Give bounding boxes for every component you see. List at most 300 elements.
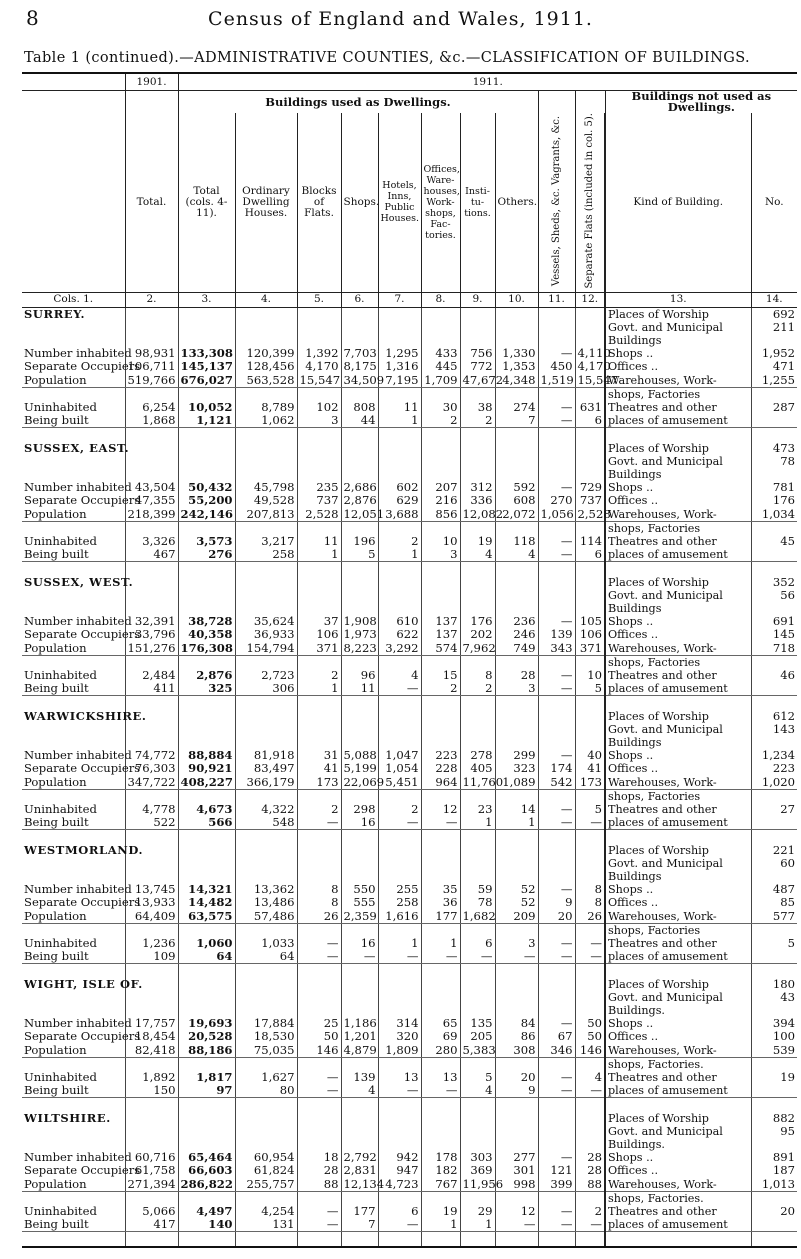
building-kind: Buildings bbox=[605, 870, 751, 883]
building-kind: Offices .. bbox=[605, 896, 751, 909]
empty-cell bbox=[495, 307, 538, 321]
value-cell: — bbox=[495, 950, 538, 964]
value-cell: 2 bbox=[421, 682, 460, 696]
empty-cell bbox=[341, 1232, 378, 1247]
empty-cell bbox=[421, 655, 460, 669]
table-body bbox=[22, 307, 797, 1247]
empty-cell bbox=[460, 978, 495, 991]
table-row bbox=[22, 321, 797, 334]
value-cell: 11 bbox=[341, 682, 378, 696]
value-cell: 10 bbox=[575, 669, 605, 682]
value-cell: 274 bbox=[495, 401, 538, 414]
row-label: Separate Occupiers bbox=[24, 493, 141, 508]
value-cell: 405 bbox=[460, 762, 495, 775]
empty-cell bbox=[378, 655, 421, 669]
no-head: No. bbox=[751, 113, 797, 292]
empty-cell bbox=[22, 387, 125, 401]
empty-cell bbox=[178, 521, 235, 535]
value-cell: — bbox=[538, 615, 575, 628]
empty-cell bbox=[22, 321, 125, 334]
row-label: Separate Occupiers bbox=[24, 895, 141, 910]
value-cell: 90,921 bbox=[178, 762, 235, 775]
value-cell: 1 bbox=[378, 414, 421, 428]
value-cell: 336 bbox=[460, 494, 495, 507]
empty-cell bbox=[495, 655, 538, 669]
empty-cell bbox=[341, 789, 378, 803]
value-cell: 16 bbox=[341, 937, 378, 950]
value-cell: 139 bbox=[341, 1071, 378, 1084]
value-cell: 1 bbox=[421, 1218, 460, 1232]
row-label: Separate Occupiers bbox=[24, 359, 141, 374]
value-cell: 13,933 bbox=[125, 896, 178, 909]
value-cell: 30 bbox=[421, 401, 460, 414]
value-cell: 15 bbox=[421, 669, 460, 682]
empty-cell bbox=[538, 1112, 575, 1125]
value-cell: — bbox=[538, 347, 575, 360]
empty-cell bbox=[538, 991, 575, 1004]
value-cell: 433 bbox=[421, 347, 460, 360]
value-cell: 235 bbox=[297, 481, 341, 494]
empty-cell bbox=[421, 521, 460, 535]
value-cell: — bbox=[538, 669, 575, 682]
county-name: SURREY. bbox=[24, 306, 86, 321]
value-cell: 343 bbox=[538, 642, 575, 656]
value-cell: 7 bbox=[495, 414, 538, 428]
empty-cell bbox=[495, 923, 538, 937]
value-cell: 1,892 bbox=[125, 1071, 178, 1084]
empty-cell bbox=[22, 1125, 125, 1138]
table-row bbox=[22, 360, 797, 373]
empty-cell bbox=[22, 964, 125, 978]
building-kind: places of amusement bbox=[605, 1218, 751, 1232]
empty-cell bbox=[378, 387, 421, 401]
value-cell: 40,358 bbox=[178, 628, 235, 641]
building-kind: Theatres and other bbox=[605, 401, 751, 414]
value-cell: — bbox=[297, 1205, 341, 1218]
empty-cell bbox=[125, 455, 178, 468]
value-cell: 450 bbox=[538, 360, 575, 373]
empty-cell bbox=[575, 723, 605, 736]
empty-cell bbox=[495, 562, 538, 576]
value-cell: 20 bbox=[538, 910, 575, 924]
building-kind: Buildings. bbox=[605, 1004, 751, 1017]
value-cell: 151,276 bbox=[125, 642, 178, 656]
value-cell: 299 bbox=[495, 749, 538, 762]
value-cell: 61,758 bbox=[125, 1164, 178, 1177]
empty-cell bbox=[125, 923, 178, 937]
empty-cell bbox=[22, 562, 125, 576]
empty-cell bbox=[575, 844, 605, 857]
value-cell: 574 bbox=[421, 642, 460, 656]
empty-cell bbox=[421, 789, 460, 803]
empty-cell bbox=[495, 521, 538, 535]
empty-cell bbox=[235, 589, 297, 602]
empty-cell bbox=[575, 710, 605, 723]
empty-cell bbox=[421, 387, 460, 401]
value-cell: 88 bbox=[297, 1178, 341, 1192]
building-count: 221 bbox=[751, 844, 797, 857]
building-kind: Offices .. bbox=[605, 494, 751, 507]
empty-cell bbox=[378, 589, 421, 602]
empty-cell bbox=[421, 442, 460, 455]
value-cell: 1,392 bbox=[297, 347, 341, 360]
value-cell: 4 bbox=[460, 548, 495, 562]
empty-cell bbox=[575, 321, 605, 334]
empty-cell bbox=[297, 1232, 341, 1247]
empty-cell bbox=[178, 978, 235, 991]
value-cell: 1,060 bbox=[178, 937, 235, 950]
empty-cell bbox=[460, 455, 495, 468]
table-row bbox=[22, 950, 797, 964]
colnum-11: 11. bbox=[538, 292, 575, 307]
value-cell: 102 bbox=[297, 401, 341, 414]
table-row bbox=[22, 964, 797, 978]
value-cell: 1 bbox=[378, 548, 421, 562]
value-cell: 1,047 bbox=[378, 749, 421, 762]
empty-cell bbox=[178, 442, 235, 455]
empty-cell bbox=[378, 1057, 421, 1071]
value-cell: 4,110 bbox=[575, 347, 605, 360]
empty-cell bbox=[495, 455, 538, 468]
value-cell: 519,766 bbox=[125, 374, 178, 388]
value-cell: 555 bbox=[341, 896, 378, 909]
value-cell: 196 bbox=[341, 535, 378, 548]
separate-flats-head: Separate Flats (included in col. 5). bbox=[583, 113, 595, 289]
empty-cell bbox=[495, 1232, 538, 1247]
empty-cell bbox=[421, 1112, 460, 1125]
empty-cell bbox=[378, 455, 421, 468]
colnum-13: 13. bbox=[605, 292, 751, 307]
building-count: 60 bbox=[751, 857, 797, 870]
value-cell: 47,672 bbox=[460, 374, 495, 388]
value-cell: 12,051 bbox=[341, 508, 378, 522]
value-cell: — bbox=[378, 816, 421, 830]
building-kind: Shops .. bbox=[605, 347, 751, 360]
county-name: WESTMORLAND. bbox=[24, 842, 144, 857]
value-cell: 18,454 bbox=[125, 1030, 178, 1043]
value-cell: — bbox=[538, 749, 575, 762]
building-kind: Govt. and Municipal bbox=[605, 589, 751, 602]
empty-cell bbox=[297, 576, 341, 589]
value-cell: 2,359 bbox=[341, 910, 378, 924]
row-label: Being built bbox=[22, 682, 125, 696]
empty-cell bbox=[378, 307, 421, 321]
value-cell: 97 bbox=[178, 1084, 235, 1098]
empty-cell bbox=[575, 923, 605, 937]
value-cell: 1,627 bbox=[235, 1071, 297, 1084]
empty-cell bbox=[538, 455, 575, 468]
value-cell: 18 bbox=[297, 1151, 341, 1164]
empty-cell bbox=[125, 387, 178, 401]
building-kind: Theatres and other bbox=[605, 803, 751, 816]
value-cell: 1,186 bbox=[341, 1017, 378, 1030]
value-cell: 4 bbox=[495, 548, 538, 562]
empty-cell bbox=[460, 830, 495, 844]
empty-cell bbox=[22, 696, 125, 710]
building-kind: Buildings bbox=[605, 602, 751, 615]
value-cell: 105 bbox=[575, 615, 605, 628]
value-cell: 207 bbox=[421, 481, 460, 494]
value-cell: 20 bbox=[495, 1071, 538, 1084]
value-cell: 114 bbox=[575, 535, 605, 548]
value-cell: — bbox=[297, 1218, 341, 1232]
building-kind: shops, Factories. bbox=[605, 1191, 751, 1205]
value-cell: 729 bbox=[575, 481, 605, 494]
value-cell: 1,908 bbox=[341, 615, 378, 628]
empty-cell bbox=[378, 710, 421, 723]
empty-cell bbox=[125, 442, 178, 455]
value-cell: 366,179 bbox=[235, 776, 297, 790]
building-count bbox=[751, 655, 797, 669]
empty-cell bbox=[495, 387, 538, 401]
value-cell: 19,693 bbox=[178, 1017, 235, 1030]
empty-cell bbox=[421, 696, 460, 710]
row-label: Separate Occupiers bbox=[24, 627, 141, 642]
value-cell: 411 bbox=[125, 682, 178, 696]
value-cell: 371 bbox=[297, 642, 341, 656]
value-cell: 40 bbox=[575, 749, 605, 762]
row-label: Uninhabited bbox=[24, 936, 97, 951]
value-cell: 1 bbox=[495, 816, 538, 830]
empty-cell bbox=[751, 562, 797, 576]
table-row bbox=[22, 710, 797, 723]
value-cell: 271,394 bbox=[125, 1178, 178, 1192]
empty-cell bbox=[178, 387, 235, 401]
kind-head: Kind of Building. bbox=[605, 113, 751, 292]
value-cell: 756 bbox=[460, 347, 495, 360]
building-count: 1,034 bbox=[751, 508, 797, 522]
row-label: Being built bbox=[22, 548, 125, 562]
empty-cell bbox=[421, 1232, 460, 1247]
building-count: 891 bbox=[751, 1151, 797, 1164]
building-count: 612 bbox=[751, 710, 797, 723]
value-cell: 13,745 bbox=[125, 883, 178, 896]
building-kind: Theatres and other bbox=[605, 1205, 751, 1218]
value-cell: — bbox=[538, 883, 575, 896]
value-cell: 28 bbox=[495, 669, 538, 682]
empty-cell bbox=[460, 923, 495, 937]
value-cell: 13 bbox=[378, 1071, 421, 1084]
value-cell: 14,321 bbox=[178, 883, 235, 896]
building-kind: Buildings bbox=[605, 334, 751, 347]
table-row bbox=[22, 1057, 797, 1071]
empty-cell bbox=[235, 991, 297, 1004]
empty-cell bbox=[235, 576, 297, 589]
value-cell: 4 bbox=[460, 1084, 495, 1098]
value-cell: 67 bbox=[538, 1030, 575, 1043]
value-cell: 83,497 bbox=[235, 762, 297, 775]
value-cell: 7 bbox=[341, 1218, 378, 1232]
table-row bbox=[22, 696, 797, 710]
value-cell: — bbox=[538, 1084, 575, 1098]
building-count: 100 bbox=[751, 1030, 797, 1043]
value-cell: 622 bbox=[378, 628, 421, 641]
empty-cell bbox=[341, 710, 378, 723]
row-label: Number inhabited bbox=[24, 1150, 132, 1165]
value-cell: 10 bbox=[421, 535, 460, 548]
table-row bbox=[22, 414, 797, 428]
value-cell: 137 bbox=[421, 628, 460, 641]
value-cell: 2 bbox=[297, 669, 341, 682]
value-cell: — bbox=[538, 1151, 575, 1164]
empty-cell bbox=[235, 923, 297, 937]
value-cell: 242,146 bbox=[178, 508, 235, 522]
value-cell: — bbox=[538, 401, 575, 414]
empty-cell bbox=[538, 1232, 575, 1247]
building-kind: Offices .. bbox=[605, 762, 751, 775]
building-kind: Govt. and Municipal bbox=[605, 321, 751, 334]
value-cell: 19 bbox=[460, 535, 495, 548]
building-count: 1,013 bbox=[751, 1178, 797, 1192]
building-kind: Warehouses, Work- bbox=[605, 910, 751, 924]
building-kind: Offices .. bbox=[605, 360, 751, 373]
table-row bbox=[22, 455, 797, 468]
empty-cell bbox=[235, 1191, 297, 1205]
value-cell: 145,137 bbox=[178, 360, 235, 373]
building-kind: Buildings. bbox=[605, 1138, 751, 1151]
empty-cell bbox=[178, 428, 235, 442]
value-cell: 11 bbox=[378, 401, 421, 414]
value-cell: 118 bbox=[495, 535, 538, 548]
table-row bbox=[22, 1125, 797, 1138]
empty-cell bbox=[575, 1232, 605, 1247]
value-cell: 28 bbox=[575, 1164, 605, 1177]
empty-cell bbox=[178, 576, 235, 589]
table-row bbox=[22, 1178, 797, 1192]
value-cell: 78 bbox=[460, 896, 495, 909]
empty-cell bbox=[341, 964, 378, 978]
building-count: 20 bbox=[751, 1205, 797, 1218]
value-cell: 8 bbox=[297, 883, 341, 896]
value-cell: — bbox=[575, 950, 605, 964]
table-row bbox=[22, 1218, 797, 1232]
empty-cell bbox=[421, 562, 460, 576]
value-cell: 255,757 bbox=[235, 1178, 297, 1192]
building-kind: Places of Worship bbox=[605, 307, 751, 321]
value-cell: 44 bbox=[341, 414, 378, 428]
empty-cell bbox=[22, 723, 125, 736]
building-count: 45 bbox=[751, 535, 797, 548]
value-cell: 1,201 bbox=[341, 1030, 378, 1043]
value-cell: 7,703 bbox=[341, 347, 378, 360]
value-cell: 35,624 bbox=[235, 615, 297, 628]
building-count bbox=[751, 1218, 797, 1232]
empty-cell bbox=[297, 321, 341, 334]
empty-cell bbox=[178, 844, 235, 857]
value-cell: — bbox=[421, 1084, 460, 1098]
empty-cell bbox=[378, 923, 421, 937]
value-cell: 346 bbox=[538, 1044, 575, 1058]
row-label: Population bbox=[22, 776, 125, 790]
empty-cell bbox=[341, 576, 378, 589]
building-kind: Theatres and other bbox=[605, 937, 751, 950]
empty-cell bbox=[575, 387, 605, 401]
value-cell: 1,316 bbox=[378, 360, 421, 373]
empty-cell bbox=[125, 655, 178, 669]
empty-cell bbox=[341, 562, 378, 576]
building-kind: Places of Worship bbox=[605, 844, 751, 857]
table-row bbox=[22, 1030, 797, 1043]
value-cell: 856 bbox=[421, 508, 460, 522]
total-head: Total. bbox=[125, 113, 178, 292]
value-cell: 150 bbox=[125, 1084, 178, 1098]
table-row bbox=[22, 401, 797, 414]
empty-cell bbox=[125, 1232, 178, 1247]
value-cell: 5,383 bbox=[460, 1044, 495, 1058]
empty-cell bbox=[378, 1098, 421, 1112]
empty-cell bbox=[235, 710, 297, 723]
value-cell: 202 bbox=[460, 628, 495, 641]
row-label: Separate Occupiers bbox=[24, 1163, 141, 1178]
value-cell: 15,547 bbox=[575, 374, 605, 388]
empty-cell bbox=[605, 428, 751, 442]
empty-cell bbox=[178, 857, 235, 870]
value-cell: 347,722 bbox=[125, 776, 178, 790]
building-count: 143 bbox=[751, 723, 797, 736]
value-cell: 6 bbox=[575, 548, 605, 562]
table-row bbox=[22, 521, 797, 535]
value-cell: 1 bbox=[378, 937, 421, 950]
building-kind: Shops .. bbox=[605, 749, 751, 762]
empty-cell bbox=[751, 1232, 797, 1247]
table-row bbox=[22, 576, 797, 589]
value-cell: 2,528 bbox=[575, 508, 605, 522]
institutions-head: Insti-tu-tions. bbox=[460, 113, 495, 292]
value-cell: 205 bbox=[460, 1030, 495, 1043]
empty-cell bbox=[297, 307, 341, 321]
building-kind: Places of Worship bbox=[605, 710, 751, 723]
empty-cell bbox=[575, 1057, 605, 1071]
empty-cell bbox=[235, 830, 297, 844]
empty-cell bbox=[235, 1057, 297, 1071]
value-cell: 209 bbox=[495, 910, 538, 924]
empty-cell bbox=[538, 589, 575, 602]
building-kind: Shops .. bbox=[605, 1017, 751, 1030]
value-cell: 106 bbox=[575, 628, 605, 641]
empty-cell bbox=[538, 307, 575, 321]
value-cell: 82,418 bbox=[125, 1044, 178, 1058]
table-row bbox=[22, 923, 797, 937]
value-cell: 2,484 bbox=[125, 669, 178, 682]
building-kind: Govt. and Municipal bbox=[605, 1125, 751, 1138]
empty-cell bbox=[235, 696, 297, 710]
empty-cell bbox=[178, 830, 235, 844]
colnum-4: 4. bbox=[235, 292, 297, 307]
building-kind: Theatres and other bbox=[605, 1071, 751, 1084]
value-cell: 5 bbox=[341, 548, 378, 562]
value-cell: 4,879 bbox=[341, 1044, 378, 1058]
empty-cell bbox=[421, 589, 460, 602]
empty-cell bbox=[538, 521, 575, 535]
table-row bbox=[22, 857, 797, 870]
empty-cell bbox=[575, 978, 605, 991]
empty-cell bbox=[378, 991, 421, 1004]
empty-cell bbox=[178, 321, 235, 334]
value-cell: 246 bbox=[495, 628, 538, 641]
value-cell: 3 bbox=[421, 548, 460, 562]
value-cell: 66,603 bbox=[178, 1164, 235, 1177]
value-cell: 35 bbox=[421, 883, 460, 896]
building-count bbox=[751, 1057, 797, 1071]
value-cell: — bbox=[538, 1071, 575, 1084]
value-cell: 3 bbox=[297, 414, 341, 428]
value-cell: 3 bbox=[495, 937, 538, 950]
value-cell: 64 bbox=[178, 950, 235, 964]
value-cell: 548 bbox=[235, 816, 297, 830]
value-cell: 81,918 bbox=[235, 749, 297, 762]
value-cell: — bbox=[297, 816, 341, 830]
value-cell: — bbox=[378, 1218, 421, 1232]
